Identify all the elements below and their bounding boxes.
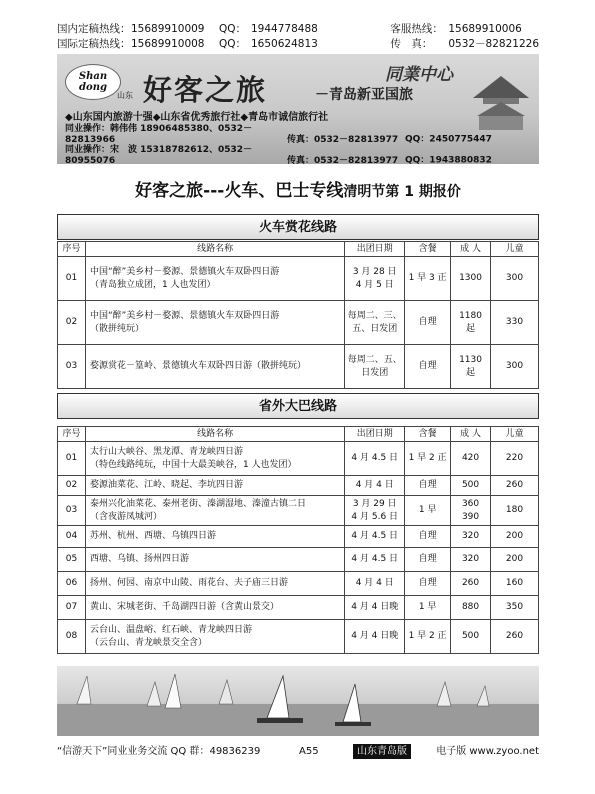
row-no: 03 <box>58 345 86 389</box>
table-row <box>58 572 539 596</box>
depart-date: 4 月 4.5 日 <box>345 548 405 572</box>
route-name: 苏州、杭州、西塘、乌镇四日游 <box>85 526 344 548</box>
route-name <box>85 442 344 476</box>
bus-table <box>57 426 539 654</box>
col-header: 线路名称 <box>85 427 344 442</box>
route-name <box>85 620 344 654</box>
page-number: A55 <box>299 746 319 757</box>
peer-center-title: 同業中心 <box>385 65 453 85</box>
table-row <box>58 345 539 389</box>
contact-row <box>65 145 492 164</box>
hotline-qq-label: QQ： <box>219 23 247 35</box>
adult-price <box>451 496 491 526</box>
col-header: 线路名称 <box>85 242 344 257</box>
table-row <box>58 526 539 548</box>
col-header: 序号 <box>58 242 86 257</box>
adult-price: 500 <box>451 476 491 496</box>
contact-row <box>65 124 492 145</box>
hotlines-left <box>57 22 318 52</box>
date-line: 每周二、五、 <box>347 354 402 365</box>
child-price: 260 <box>491 476 539 496</box>
hotline-label: 国内定稿热线： <box>57 23 131 35</box>
sailboat-photo <box>57 666 539 736</box>
col-header: 出团日期 <box>345 242 405 257</box>
bus-section-title: 省外大巴线路 <box>57 393 539 419</box>
route-line: （云台山、青龙峡景交全含） <box>89 637 207 648</box>
edition-badge: 山东青岛版 <box>353 744 411 759</box>
route-line: （特色线路纯玩，中国十大最美峡谷，1 人也发团） <box>89 459 297 470</box>
agency-banner <box>57 54 539 164</box>
hotline-row <box>57 22 318 37</box>
child-price: 180 <box>491 496 539 526</box>
hotline-row <box>390 22 539 37</box>
train-table <box>57 241 539 389</box>
col-header: 儿童 <box>491 427 539 442</box>
page-title <box>57 176 539 201</box>
contact-fax: 传真：0532－82813977 <box>287 155 399 164</box>
service-phone: 15689910006 <box>448 23 522 35</box>
route-line: 中国“醉”美乡村－婺源、景德镇火车双卧四日游 <box>89 310 280 321</box>
table-header-row <box>58 242 539 257</box>
hotline-qq: 1944778488 <box>251 23 318 35</box>
website-link[interactable]: 电子版 www.zyoo.net <box>436 746 539 757</box>
date-line: 3 月 28 日 <box>352 266 397 277</box>
agency-logo <box>65 64 121 100</box>
price-line: 起 <box>466 323 476 334</box>
child-price: 160 <box>491 572 539 596</box>
pavilion-icon <box>469 72 533 132</box>
meal: 1 早 2 正 <box>405 442 451 476</box>
row-no: 06 <box>58 572 86 596</box>
adult-price <box>451 345 491 389</box>
meal: 1 早 <box>405 496 451 526</box>
adult-price <box>451 301 491 345</box>
child-price: 220 <box>491 442 539 476</box>
depart-date: 4 月 4 日 <box>345 476 405 496</box>
date-line: 3 月 29 日 <box>352 498 397 509</box>
date-line: 日发团 <box>361 367 389 378</box>
depart-date: 4 月 4.5 日 <box>345 442 405 476</box>
route-line: （含夜游凤城河） <box>89 511 162 522</box>
table-row <box>58 442 539 476</box>
adult-price: 320 <box>451 548 491 572</box>
price-line: 390 <box>461 511 480 522</box>
depart-date: 4 月 4 日 <box>345 572 405 596</box>
col-header: 出团日期 <box>345 427 405 442</box>
table-row <box>58 301 539 345</box>
hotline-phone: 15689910009 <box>131 23 205 35</box>
page-footer <box>57 743 539 761</box>
adult-price <box>451 257 491 301</box>
adult-price: 500 <box>451 620 491 654</box>
route-name: 西塘、乌镇、扬州四日游 <box>85 548 344 572</box>
qq-group-note: “信游天下”同业业务交流 QQ 群：49836239 <box>57 746 261 757</box>
meal: 自理 <box>405 572 451 596</box>
train-section-title: 火车赏花线路 <box>57 214 539 240</box>
route-name <box>85 345 344 389</box>
depart-date <box>345 257 405 301</box>
hotlines-right <box>390 22 539 52</box>
service-label: 客服热线： <box>390 23 443 35</box>
row-no: 03 <box>58 496 86 526</box>
fax-label: 传 真： <box>390 38 433 50</box>
row-no: 04 <box>58 526 86 548</box>
contact-person: 同业操作：宋 波 15318782612、0532－80955076 <box>65 145 253 164</box>
route-line: 婺源赏花－篁岭、景德镇火车双卧四日游（散拼纯玩） <box>89 361 306 371</box>
adult-price: 320 <box>451 526 491 548</box>
hotline-qq-label: QQ： <box>219 38 247 50</box>
row-no: 07 <box>58 596 86 620</box>
contact-fax: 传真：0532－82813977 <box>287 134 399 145</box>
route-line: 泰州兴化油菜花、泰州老街、溱湖湿地、溱潼古镇二日 <box>89 498 306 509</box>
headline-main: 好客之旅---火车、巴士专线 <box>135 181 344 201</box>
child-price: 330 <box>491 301 539 345</box>
meal: 自理 <box>405 301 451 345</box>
row-no: 08 <box>58 620 86 654</box>
row-no: 05 <box>58 548 86 572</box>
route-line: 云台山、温盘峪、红石峡、青龙峡四日游 <box>89 624 252 635</box>
logo-text: Shan dong <box>78 71 108 93</box>
table-row <box>58 620 539 654</box>
hotlines <box>57 22 539 54</box>
depart-date <box>345 301 405 345</box>
col-header: 儿童 <box>491 242 539 257</box>
meal: 自理 <box>405 345 451 389</box>
child-price: 350 <box>491 596 539 620</box>
price-line: 1300 <box>459 273 482 283</box>
meal: 1 早 <box>405 596 451 620</box>
meal: 1 早 3 正 <box>405 257 451 301</box>
table-row <box>58 596 539 620</box>
route-name <box>85 257 344 301</box>
depart-date: 4 月 4 日晚 <box>345 620 405 654</box>
depart-date <box>345 345 405 389</box>
contact-qq: QQ：1943880832 <box>405 155 492 164</box>
route-name: 黄山、宋城老街、千岛湖四日游（含黄山景交） <box>85 596 344 620</box>
price-line: 起 <box>466 367 476 378</box>
adult-price: 260 <box>451 572 491 596</box>
meal: 1 早 2 正 <box>405 620 451 654</box>
contact-block <box>65 124 492 164</box>
price-line: 1180 <box>459 310 482 321</box>
col-header: 序号 <box>58 427 86 442</box>
meal: 自理 <box>405 476 451 496</box>
row-no: 01 <box>58 257 86 301</box>
route-name: 婺源油菜花、江岭、晓起、李坑四日游 <box>85 476 344 496</box>
col-header: 成 人 <box>451 242 491 257</box>
route-line: （青岛独立成团，1 人也发团） <box>89 279 216 290</box>
honors-line: ◆山东国内旅游十强◆山东省优秀旅行社◆青岛市诚信旅行社 <box>65 112 329 123</box>
contact-qq: QQ：2450775447 <box>405 134 492 145</box>
row-no: 01 <box>58 442 86 476</box>
child-price: 200 <box>491 526 539 548</box>
table-row <box>58 496 539 526</box>
col-header: 成 人 <box>451 427 491 442</box>
depart-date: 4 月 4.5 日 <box>345 526 405 548</box>
headline-issue: 清明节第 1 期报价 <box>343 184 461 200</box>
fax-number: 0532－82821226 <box>448 38 539 50</box>
hotline-qq: 1650624813 <box>251 38 318 50</box>
brand-subtitle: －青岛新亚国旅 <box>315 87 413 103</box>
date-line: 4 月 5 日 <box>355 279 394 290</box>
child-price: 300 <box>491 345 539 389</box>
route-line: 太行山大峡谷、黑龙潭、青龙峡四日游 <box>89 446 243 457</box>
sailboat-icon <box>57 666 539 736</box>
depart-date: 4 月 4 日晚 <box>345 596 405 620</box>
col-header: 含餐 <box>405 427 451 442</box>
meal: 自理 <box>405 548 451 572</box>
child-price: 300 <box>491 257 539 301</box>
hotline-phone: 15689910008 <box>131 38 205 50</box>
route-line: （散拼纯玩） <box>89 323 144 334</box>
table-row <box>58 476 539 496</box>
depart-date <box>345 496 405 526</box>
col-header: 含餐 <box>405 242 451 257</box>
route-line: 中国“醉”美乡村－婺源、景德镇火车双卧四日游 <box>89 266 280 277</box>
hotline-label: 国际定稿热线： <box>57 38 131 50</box>
route-name <box>85 301 344 345</box>
date-line: 4 月 5.6 日 <box>351 511 399 522</box>
route-name <box>85 496 344 526</box>
adult-price: 880 <box>451 596 491 620</box>
hotline-row <box>390 37 539 52</box>
date-line: 五、日发团 <box>352 323 398 334</box>
row-no: 02 <box>58 301 86 345</box>
child-price: 260 <box>491 620 539 654</box>
meal: 自理 <box>405 526 451 548</box>
child-price: 200 <box>491 548 539 572</box>
table-header-row <box>58 427 539 442</box>
date-line: 每周二、三、 <box>347 310 402 321</box>
route-name: 扬州、何园、南京中山陵、雨花台、夫子庙三日游 <box>85 572 344 596</box>
row-no: 02 <box>58 476 86 496</box>
price-line: 1130 <box>459 354 482 365</box>
adult-price: 420 <box>451 442 491 476</box>
logo-sub: 山东 <box>117 91 133 100</box>
table-row <box>58 548 539 572</box>
contact-person: 同业操作：韩伟伟 18906485380、0532－82813966 <box>65 124 253 145</box>
hotline-row <box>57 37 318 52</box>
price-line: 360 <box>461 498 480 509</box>
brand-title: 好客之旅 <box>143 73 268 107</box>
table-row <box>58 257 539 301</box>
